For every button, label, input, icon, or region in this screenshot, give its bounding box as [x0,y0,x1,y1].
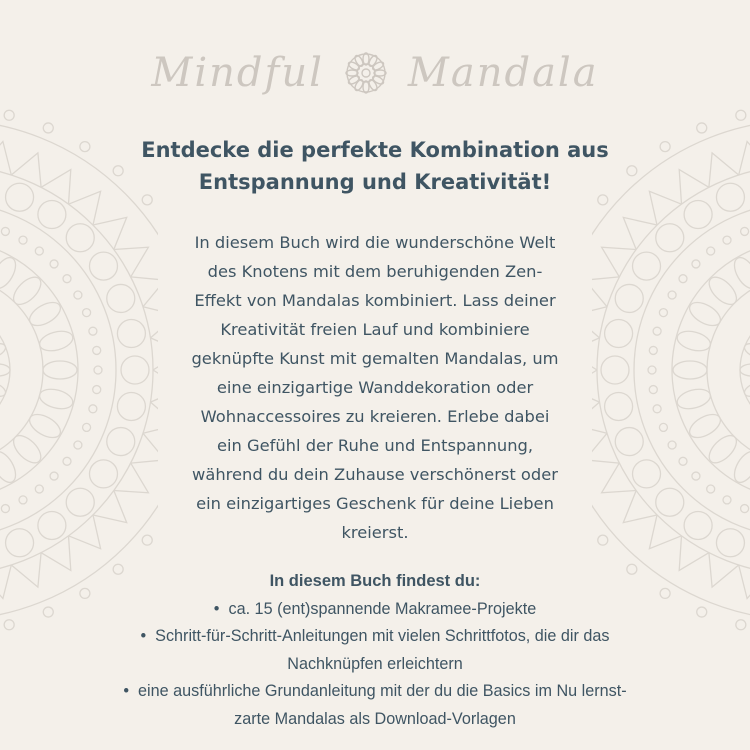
headline [100,134,650,198]
headline-line: Entspannung und Kreativität! [198,170,552,194]
intro-line: ein Gefühl der Ruhe und Entspannung, [216,436,534,455]
intro-line: eine einzigartige Wanddekoration oder [216,378,534,397]
intro-line: In diesem Buch wird die wunderschöne Welt [194,233,556,252]
features-title: In diesem Buch findest du: [269,572,481,590]
intro-line: des Knotens mit dem beruhigenden Zen- [207,262,543,281]
intro-line: Effekt von Mandalas kombiniert. Lass deiner [194,291,556,310]
intro-line: Kreativität freien Lauf und kombiniere [220,320,530,339]
intro-line: kreierst. [341,523,409,542]
headline-line: Entdecke die perfekte Kombination aus [141,138,609,162]
intro-line: während du dein Zuhause verschönerst oder [192,465,558,484]
feature-item-continuation: Nachknüpfen erleichtern [287,654,463,673]
mandala-icon [344,51,388,95]
logo-word-mandala: Mandala [407,50,599,96]
intro-line: Wohnaccessoires zu kreieren. Erlebe dabei [200,407,550,426]
intro-paragraph [130,228,620,547]
intro-line: ein einzigartiges Geschenk für deine Lieben [196,494,554,513]
feature-item: • eine ausführliche Grundanleitung mit der du die Basics im Nu lernst- [40,678,710,706]
feature-item: • ca. 15 (ent)spannende Makramee-Projekte [40,596,710,624]
features-list [40,596,710,734]
logo-word-mindful: Mindful [151,50,324,96]
brand-logo [0,50,750,96]
features-section [40,568,710,733]
feature-item-continuation: zarte Mandalas als Download-Vorlagen [234,709,516,728]
feature-item: • Schritt-für-Schritt-Anleitungen mit vielen Schrittfotos, die dir das [40,623,710,651]
intro-line: geknüpfte Kunst mit gemalten Mandalas, um [191,349,559,368]
